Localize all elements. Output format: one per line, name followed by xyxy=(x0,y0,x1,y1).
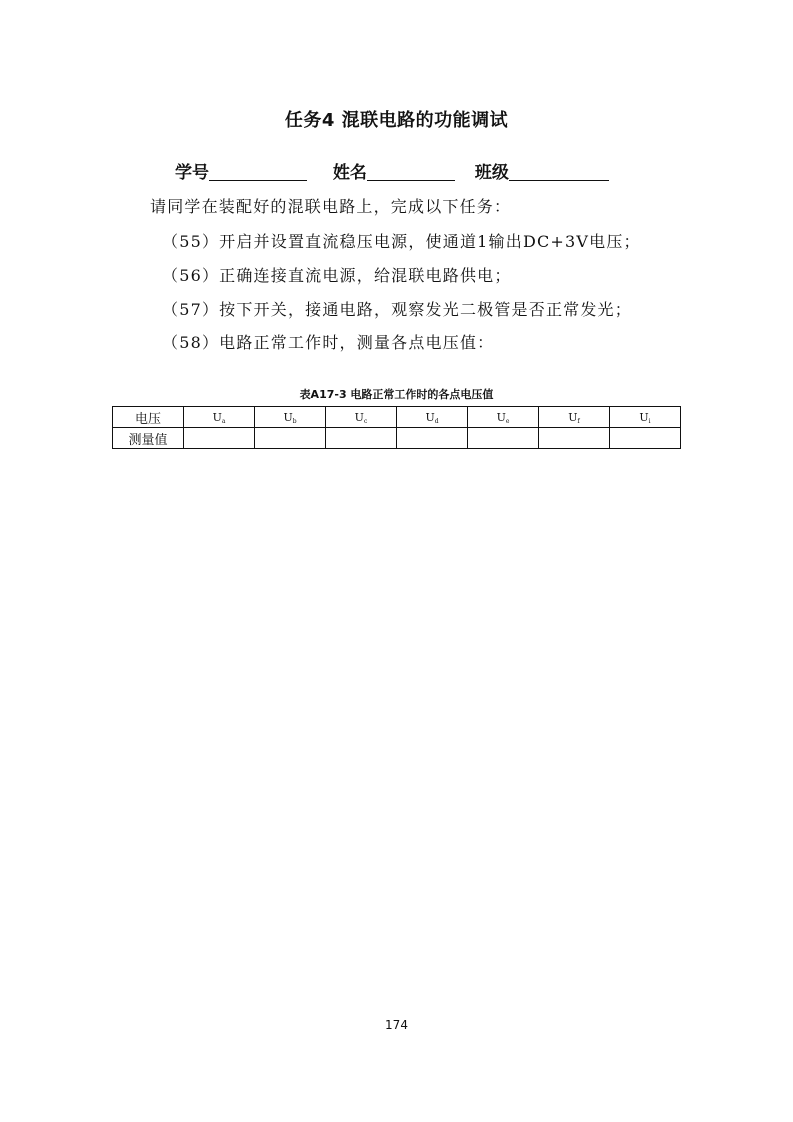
class-blank[interactable] xyxy=(509,162,609,181)
table-row xyxy=(113,407,681,428)
table-row xyxy=(113,428,681,449)
page-number: 174 xyxy=(385,1018,408,1032)
measured-value-cell[interactable] xyxy=(539,428,610,449)
class-field xyxy=(475,158,609,183)
page-title: 任务4 混联电路的功能调试 xyxy=(284,110,509,131)
measured-value-cell[interactable] xyxy=(184,428,255,449)
measured-value-cell[interactable] xyxy=(468,428,539,449)
intro-paragraph: 请同学在装配好的混联电路上，完成以下任务： xyxy=(150,197,512,216)
task-item: （57）按下开关，接通电路，观察发光二极管是否正常发光； xyxy=(162,300,632,319)
student-name-label: 姓名 xyxy=(332,163,367,183)
student-name-blank[interactable] xyxy=(367,162,455,181)
voltage-table xyxy=(112,406,681,449)
column-header-ui: Ui xyxy=(610,407,681,428)
student-id-label: 学号 xyxy=(175,163,209,183)
task-item: （56）正确连接直流电源，给混联电路供电； xyxy=(162,266,512,285)
student-name-field xyxy=(333,158,455,183)
student-id-field xyxy=(175,158,307,183)
column-header-uf: Uf xyxy=(539,407,610,428)
row-header-measured: 测量值 xyxy=(113,428,184,449)
student-info-line xyxy=(175,158,615,183)
row-header-voltage: 电压 xyxy=(113,407,184,428)
column-header-ua: Ua xyxy=(184,407,255,428)
measured-value-cell[interactable] xyxy=(255,428,326,449)
column-header-ud: Ud xyxy=(397,407,468,428)
student-id-blank[interactable] xyxy=(209,162,307,181)
task-item: （58）电路正常工作时，测量各点电压值： xyxy=(162,333,495,352)
measured-value-cell[interactable] xyxy=(610,428,681,449)
column-header-uc: Uc xyxy=(326,407,397,428)
table-caption: 表A17-3 电路正常工作时的各点电压值 xyxy=(299,388,494,401)
class-label: 班级 xyxy=(474,163,509,183)
measured-value-cell[interactable] xyxy=(326,428,397,449)
measured-value-cell[interactable] xyxy=(397,428,468,449)
task-item: （55）开启并设置直流稳压电源，使通道1输出DC+3V电压； xyxy=(162,232,641,251)
column-header-ue: Ue xyxy=(468,407,539,428)
column-header-ub: Ub xyxy=(255,407,326,428)
